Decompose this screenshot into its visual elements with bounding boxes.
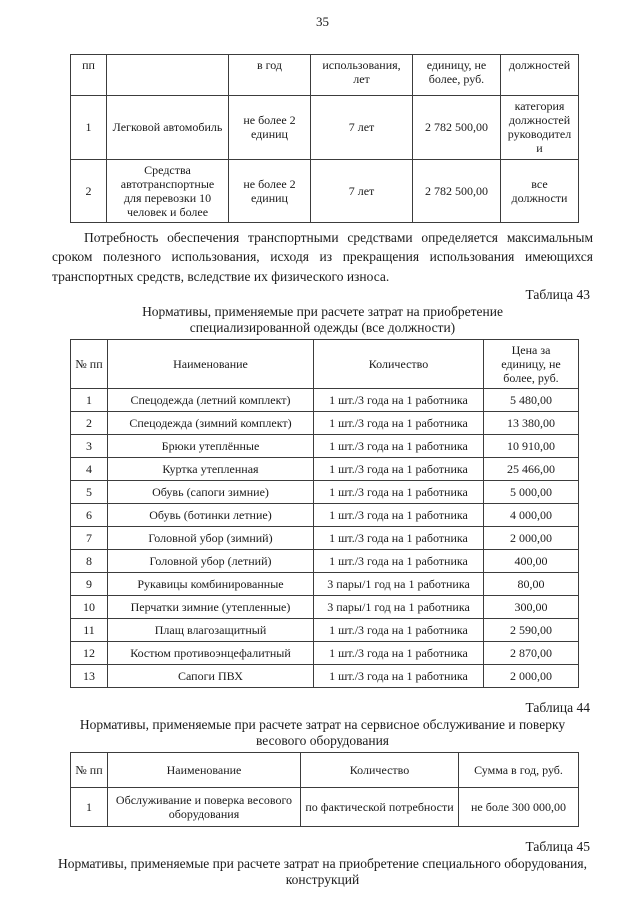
cell-sum: не боле 300 000,00 [459,788,579,827]
table-row [71,550,579,573]
table-row [71,159,579,223]
table-row [71,96,579,160]
cell-name: Куртка утепленная [108,458,314,481]
cell-index: 11 [71,619,108,642]
cell-price: 400,00 [484,550,579,573]
header-cell: № пп [71,339,108,388]
cell-positions: категория должностей руководители [501,96,579,160]
cell-quantity: 1 шт./3 года на 1 работника [314,550,484,573]
header-cell: должностей [501,55,579,96]
header-cell: использования, лет [311,55,413,96]
transport-standards-table [70,54,579,223]
cell-name: Средства автотранспортные для перевозки 10 человек и более [107,159,229,223]
cell-index: 1 [71,96,107,160]
cell-quantity: 1 шт./3 года на 1 работника [314,412,484,435]
table-row [71,788,579,827]
cell-index: 10 [71,596,108,619]
cell-quantity: 1 шт./3 года на 1 работника [314,665,484,688]
cell-usage-term: 7 лет [311,159,413,223]
cell-price: 2 000,00 [484,527,579,550]
cell-name: Плащ влагозащитный [108,619,314,642]
table43-caption: Таблица 43 [525,286,590,302]
table-row [71,504,579,527]
cell-price: 2 782 500,00 [413,96,501,160]
cell-price: 80,00 [484,573,579,596]
table-row [71,573,579,596]
cell-price: 2 870,00 [484,642,579,665]
cell-name: Спецодежда (летний комплект) [108,389,314,412]
table-row [71,527,579,550]
header-cell [107,55,229,96]
cell-name: Обувь (ботинки летние) [108,504,314,527]
cell-price: 5 480,00 [484,389,579,412]
clothing-standards-table [70,339,579,688]
cell-quantity: 1 шт./3 года на 1 работника [314,458,484,481]
table-row [71,389,579,412]
cell-quantity: 1 шт./3 года на 1 работника [314,527,484,550]
cell-name: Легковой автомобиль [107,96,229,160]
cell-index: 1 [71,788,108,827]
body-paragraph: Потребность обеспечения транспортными средствами определяется максимальным сроком полезного использования, исходя из прекращения использования имеющихся транспортных средств, вследствие их физического износа. [52,230,593,284]
cell-index: 6 [71,504,108,527]
table43-title: Нормативы, применяемые при расчете затрат на приобретение специализированной одежды (все должности) [142,303,503,335]
weighing-equipment-table [70,752,579,827]
header-cell: единицу, не более, руб. [413,55,501,96]
table-row [71,481,579,504]
cell-quantity: 1 шт./3 года на 1 работника [314,435,484,458]
table44-caption: Таблица 44 [525,700,590,716]
cell-index: 7 [71,527,108,550]
cell-price: 300,00 [484,596,579,619]
header-cell: в год [229,55,311,96]
table-row [71,458,579,481]
cell-quantity: 1 шт./3 года на 1 работника [314,504,484,527]
header-cell: Сумма в год, руб. [459,753,579,788]
cell-per-year: не более 2 единиц [229,159,311,223]
table-row [71,412,579,435]
table-row [71,435,579,458]
cell-name: Рукавицы комбинированные [108,573,314,596]
table-header-row [71,753,579,788]
cell-name: Головной убор (зимний) [108,527,314,550]
cell-price: 4 000,00 [484,504,579,527]
cell-quantity: 1 шт./3 года на 1 работника [314,642,484,665]
header-cell: пп [71,55,107,96]
cell-name: Костюм противоэнцефалитный [108,642,314,665]
cell-per-year: не более 2 единиц [229,96,311,160]
table45-caption: Таблица 45 [525,839,590,855]
cell-name: Перчатки зимние (утепленные) [108,596,314,619]
header-cell: № пп [71,753,108,788]
table45-title: Нормативы, применяемые при расчете затрат на приобретение специального оборудования, конструкций [58,856,587,888]
cell-name: Спецодежда (зимний комплект) [108,412,314,435]
cell-index: 4 [71,458,108,481]
header-cell: Наименование [108,339,314,388]
cell-index: 2 [71,159,107,223]
cell-quantity: 1 шт./3 года на 1 работника [314,389,484,412]
cell-price: 2 590,00 [484,619,579,642]
cell-index: 8 [71,550,108,573]
table44-title: Нормативы, применяемые при расчете затрат на сервисное обслуживание и поверку весового оборудования [79,717,566,749]
cell-quantity: по фактической потребности [301,788,459,827]
table-header-row [71,55,579,96]
table-row [71,596,579,619]
cell-index: 12 [71,642,108,665]
cell-index: 5 [71,481,108,504]
cell-positions: все должности [501,159,579,223]
page-number: 35 [316,14,329,29]
table-row [71,619,579,642]
cell-name: Обслуживание и поверка весового оборудования [108,788,301,827]
cell-quantity: 3 пары/1 год на 1 работника [314,573,484,596]
cell-price: 2 782 500,00 [413,159,501,223]
header-cell: Количество [301,753,459,788]
cell-usage-term: 7 лет [311,96,413,160]
cell-price: 5 000,00 [484,481,579,504]
cell-price: 13 380,00 [484,412,579,435]
cell-price: 10 910,00 [484,435,579,458]
cell-price: 2 000,00 [484,665,579,688]
cell-index: 3 [71,435,108,458]
cell-quantity: 1 шт./3 года на 1 работника [314,481,484,504]
cell-index: 1 [71,389,108,412]
cell-price: 25 466,00 [484,458,579,481]
cell-quantity: 3 пары/1 год на 1 работника [314,596,484,619]
header-cell: Количество [314,339,484,388]
cell-name: Головной убор (летний) [108,550,314,573]
table-row [71,642,579,665]
cell-index: 13 [71,665,108,688]
cell-name: Сапоги ПВХ [108,665,314,688]
cell-index: 2 [71,412,108,435]
header-cell: Цена за единицу, не более, руб. [484,339,579,388]
cell-quantity: 1 шт./3 года на 1 работника [314,619,484,642]
table-header-row [71,339,579,388]
cell-name: Брюки утеплённые [108,435,314,458]
table-row [71,665,579,688]
cell-index: 9 [71,573,108,596]
cell-name: Обувь (сапоги зимние) [108,481,314,504]
header-cell: Наименование [108,753,301,788]
